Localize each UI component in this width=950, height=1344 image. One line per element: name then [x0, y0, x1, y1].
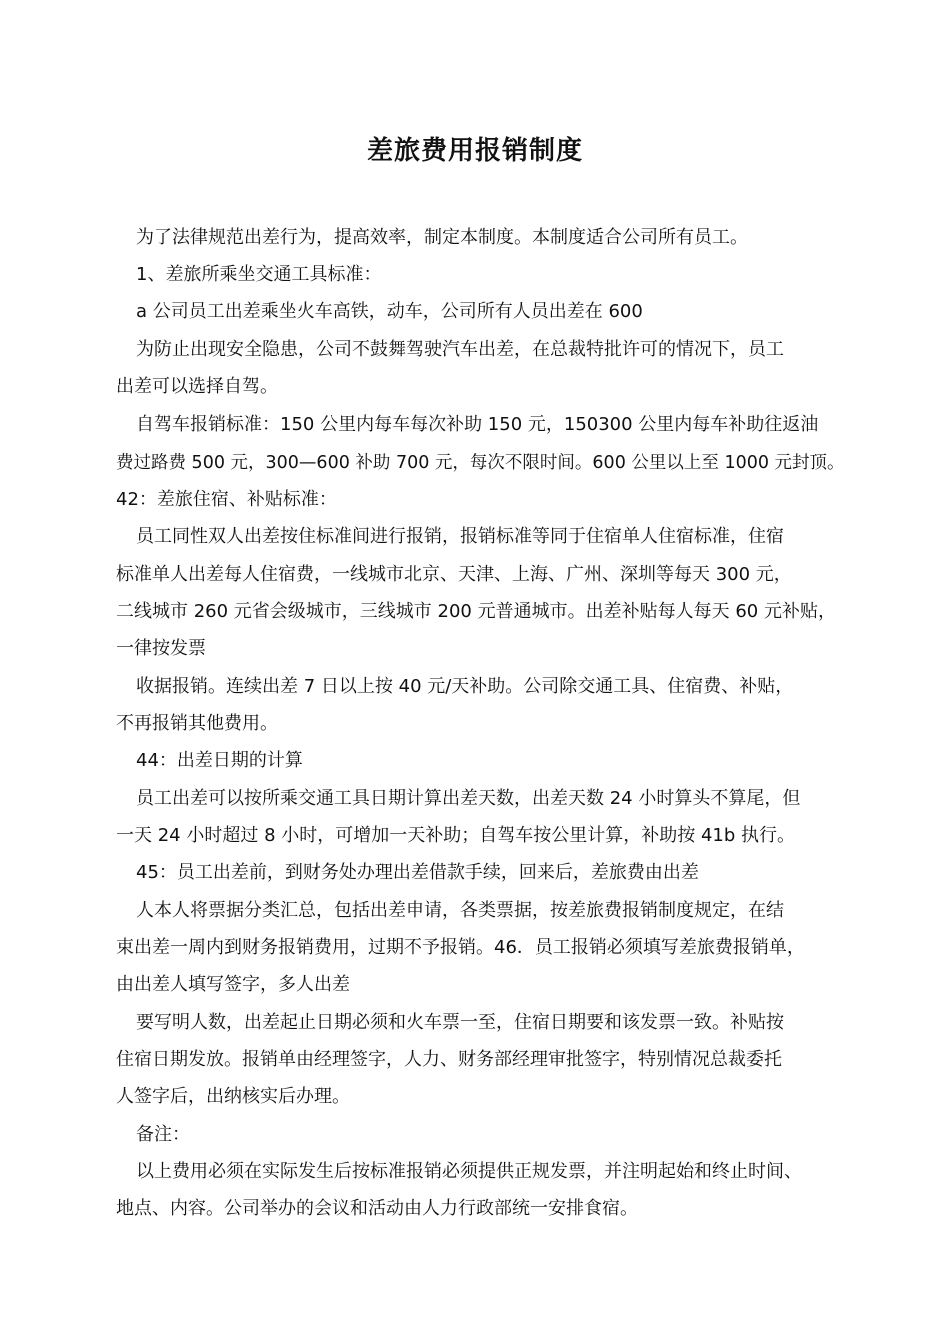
paragraph-line: 为了法律规范出差行为，提高效率，制定本制度。本制度适合公司所有员工。 — [136, 227, 748, 248]
document-title: 差旅费用报销制度 — [366, 136, 583, 166]
paragraph-line: 42：差旅住宿、补贴标准： — [116, 489, 337, 510]
paragraph-line: 二线城市 260 元省会级城市，三线城市 200 元普通城市。出差补贴每人每天 60 元补贴， — [116, 601, 836, 622]
paragraph-line: 出差可以选择自驾。 — [116, 376, 278, 397]
paragraph-line: 人本人将票据分类汇总，包括出差申请，各类票据，按差旅费报销制度规定，在结 — [136, 900, 784, 921]
paragraph-line: 标准单人出差每人住宿费，一线城市北京、天津、上海、广州、深圳等每天 300 元， — [116, 564, 792, 585]
paragraph-line: 人签字后，出纳核实后办理。 — [116, 1086, 350, 1107]
remark-heading: 备注： — [136, 1124, 190, 1145]
paragraph-line: 自驾车报销标准：150 公里内每车每次补助 150 元，150300 公里内每车补助往返油 — [136, 414, 819, 435]
paragraph-line: 一天 24 小时超过 8 小时，可增加一天补助；自驾车按公里计算，补助按 41b 执行。 — [116, 825, 796, 846]
paragraph-line: 住宿日期发放。报销单由经理签字，人力、财务部经理审批签字，特别情况总裁委托 — [116, 1049, 782, 1070]
paragraph-line: 44：出差日期的计算 — [136, 750, 303, 771]
paragraph-line: 一律按发票 — [116, 638, 206, 659]
paragraph-line: 员工同性双人出差按住标准间进行报销，报销标准等同于住宿单人住宿标准，住宿 — [136, 526, 784, 547]
paragraph-line: 地点、内容。公司举办的会议和活动由人力行政部统一安排食宿。 — [116, 1198, 638, 1219]
paragraph-line: 以上费用必须在实际发生后按标准报销必须提供正规发票，并注明起始和终止时间、 — [136, 1161, 802, 1182]
paragraph-line: 由出差人填写签字，多人出差 — [116, 974, 350, 995]
paragraph-line: 束出差一周内到财务报销费用，过期不予报销。46．员工报销必须填写差旅费报销单， — [116, 937, 805, 958]
paragraph-line: 不再报销其他费用。 — [116, 713, 278, 734]
paragraph-line: 为防止出现安全隐患，公司不鼓舞驾驶汽车出差，在总裁特批许可的情况下，员工 — [136, 339, 784, 360]
paragraph-line: 收据报销。连续出差 7 日以上按 40 元/天补助。公司除交通工具、住宿费、补贴， — [136, 676, 794, 697]
paragraph-line: a 公司员工出差乘坐火车高铁，动车，公司所有人员出差在 600 — [136, 301, 643, 322]
paragraph-line: 费过路费 500 元，300—600 补助 700 元，每次不限时间。600 公里以上至 1000 元封顶。 — [116, 453, 845, 473]
paragraph-line: 员工出差可以按所乘交通工具日期计算出差天数，出差天数 24 小时算头不算尾，但 — [136, 788, 801, 809]
paragraph-line: 45：员工出差前，到财务处办理出差借款手续，回来后，差旅费由出差 — [136, 862, 699, 883]
paragraph-line: 要写明人数，出差起止日期必须和火车票一至，住宿日期要和该发票一致。补贴按 — [136, 1012, 784, 1033]
paragraph-line: 1、差旅所乘坐交通工具标准： — [136, 264, 382, 285]
